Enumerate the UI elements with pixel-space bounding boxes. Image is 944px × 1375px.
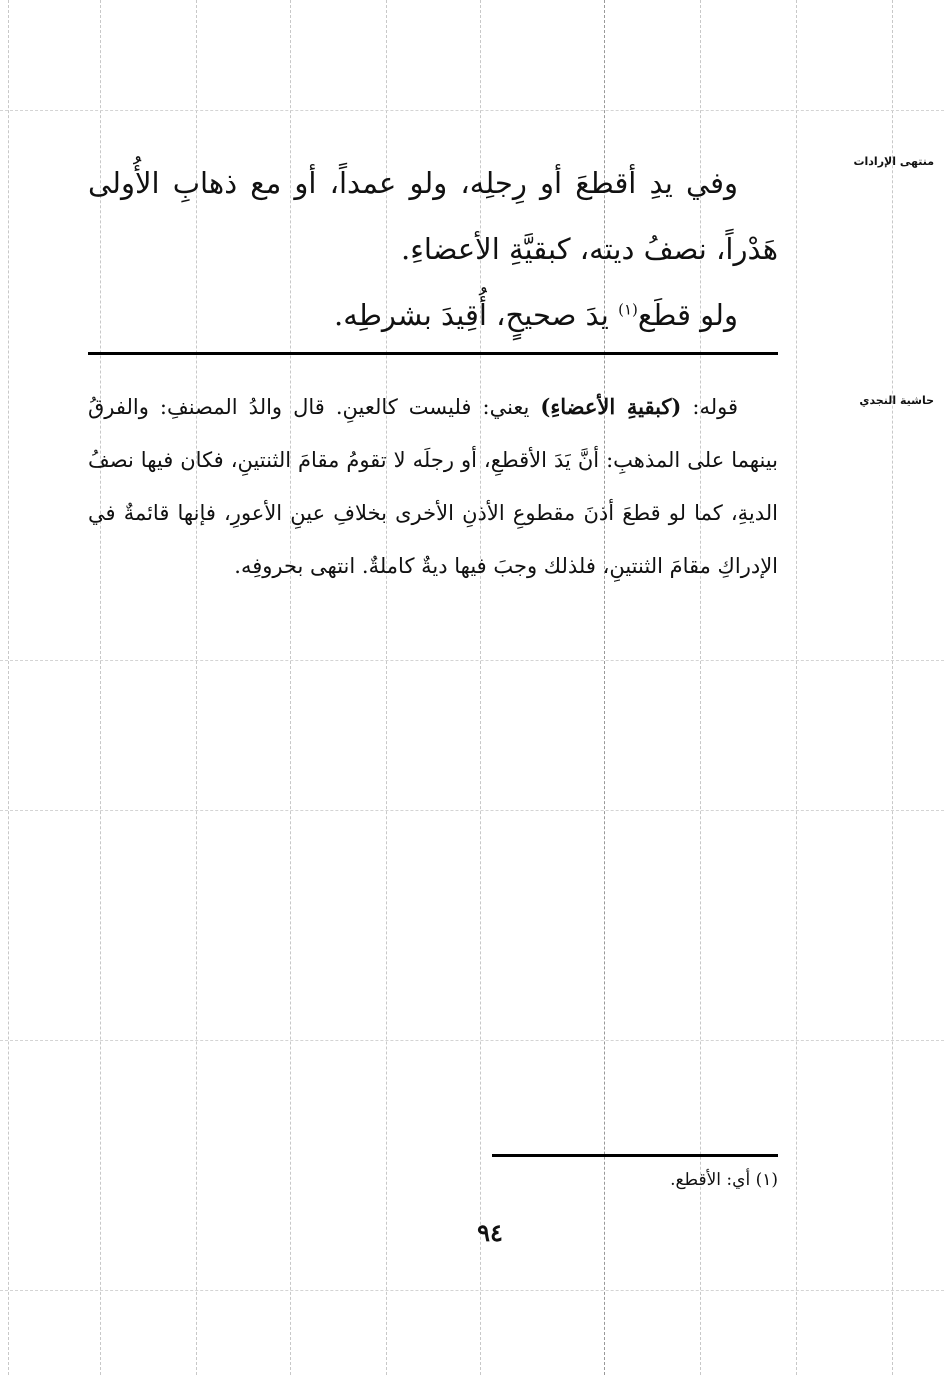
side-label-hashiya: حاشية النجدي: [859, 394, 934, 407]
scan-guide-line: [0, 110, 944, 111]
scan-guide-line: [796, 0, 797, 1375]
section-divider: [88, 352, 778, 355]
footnote-marker: (١): [618, 300, 638, 319]
matn-text: [88, 150, 778, 348]
hashiya-paragraph: [88, 380, 778, 593]
matn-paragraph-1: وفي يدِ أقطعَ أو رِجلِه، ولو عمداً، أو مع ذهابِ الأُولى هَدْراً، نصفُ ديته، كبقيَّةِ الأعضاءِ.: [88, 166, 778, 266]
hashiya-body: يعني: فليست كالعينِ. قال والدُ المصنفِ: والفرقُ بينهما على المذهبِ: أنَّ يَدَ الأقطعِ، أو رجلَه لا تقومُ مقامَ الثنتينِ، فكان فيها نصفُ الديةِ، كما لو قطعَ أذنَ مقطوعِ الأذنِ الأخرى بخلافِ عينِ الأعورِ، فإنها قائمةٌ في الإدراكِ مقامَ الثنتينِ، فلذلك وجبَ فيها ديةٌ كاملةٌ. انتهى بحروفِه.: [88, 395, 778, 578]
hashiya-quoted-phrase: (كبقيةِ الأعضاءِ): [540, 394, 682, 419]
side-label-matn: منتهى الإرادات: [853, 155, 934, 168]
scan-guide-line: [0, 810, 944, 811]
matn-paragraph-2: [88, 282, 778, 348]
scan-guide-line: [0, 1290, 944, 1291]
page-number: ٩٤: [477, 1218, 503, 1247]
scan-guide-line: [0, 660, 944, 661]
footnote: (١) أي: الأقطع.: [670, 1170, 778, 1190]
hashiya-text: [88, 380, 778, 593]
scan-guide-line: [8, 0, 9, 1375]
matn-text-segment: ولو قطَع: [637, 298, 738, 332]
scan-guide-line: [892, 0, 893, 1375]
hashiya-intro: قوله:: [681, 395, 738, 419]
footnote-divider: [492, 1154, 778, 1157]
scan-guide-line: [0, 1040, 944, 1041]
matn-text-segment: يدَ صحيحٍ، أُقِيدَ بشرطِه.: [334, 298, 619, 332]
